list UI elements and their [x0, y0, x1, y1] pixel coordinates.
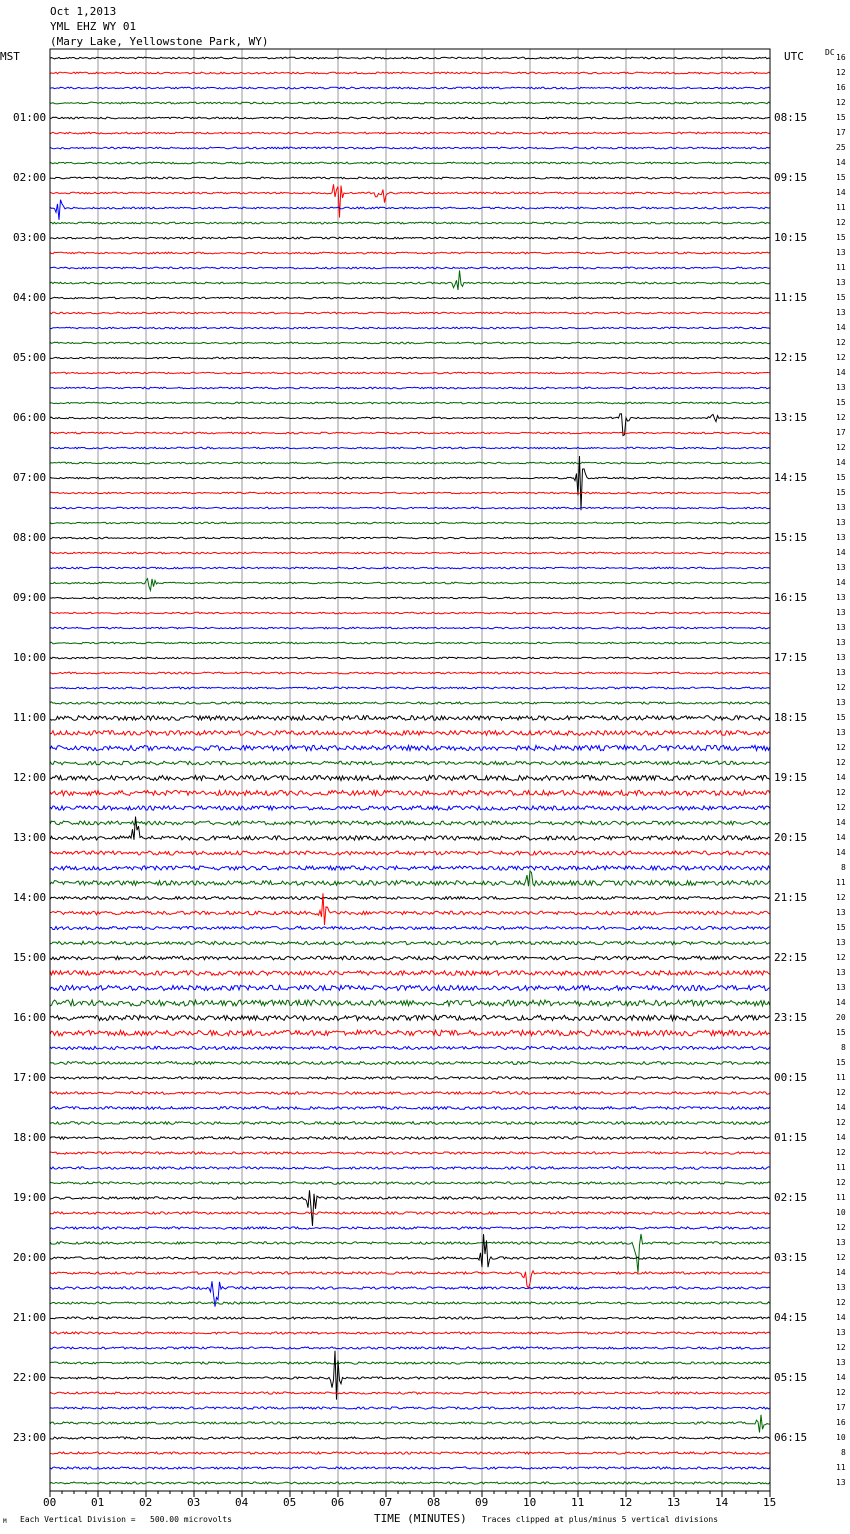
trace-21 [50, 372, 770, 374]
dc-offset-label: 13 [836, 1358, 846, 1367]
trace-65 [50, 1030, 770, 1036]
dc-offset-label: 13 [836, 518, 846, 527]
dc-offset-label: 11 [836, 1463, 846, 1472]
right-hour-label: 17:15 [774, 651, 808, 664]
dc-offset-label: 15 [836, 233, 846, 242]
right-hour-label: 13:15 [774, 411, 808, 424]
left-hour-label: 14:00 [13, 891, 47, 904]
dc-offset-label: 12 [836, 803, 846, 812]
dc-offset-label: 13 [836, 623, 846, 632]
dc-offset-label: 12 [836, 1298, 846, 1307]
dc-offset-label: 10 [836, 1433, 846, 1442]
left-hour-label: 16:00 [13, 1011, 47, 1024]
x-tick-label: 10 [523, 1496, 537, 1509]
trace-7 [50, 162, 770, 164]
right-hour-label: 19:15 [774, 771, 808, 784]
dc-label: DC [825, 48, 835, 57]
dc-offset-label: 13 [836, 668, 846, 677]
dc-offset-label: 14 [836, 1313, 846, 1322]
left-hour-label: 05:00 [13, 351, 47, 364]
dc-offset-label: 16 [836, 1418, 846, 1427]
trace-78 [50, 1227, 770, 1229]
dc-offset-label: 14 [836, 833, 846, 842]
trace-25 [50, 432, 770, 434]
x-tick-label: 06 [331, 1496, 345, 1509]
trace-85 [50, 1332, 770, 1334]
trace-67 [50, 1062, 770, 1065]
trace-91 [50, 1415, 770, 1433]
dc-offset-label: 13 [836, 278, 846, 287]
trace-47 [50, 761, 770, 765]
left-timezone-label: MST [0, 50, 20, 63]
trace-82 [50, 1281, 770, 1306]
dc-offset-label: 12 [836, 68, 846, 77]
dc-offset-label: 13 [836, 593, 846, 602]
trace-26 [50, 447, 770, 449]
left-hour-label: 11:00 [13, 711, 47, 724]
dc-offset-label: 10 [836, 1208, 846, 1217]
dc-offset-label: 13 [836, 908, 846, 917]
dc-offset-label: 13 [836, 563, 846, 572]
x-tick-label: 04 [235, 1496, 249, 1509]
dc-offset-label: 13 [836, 248, 846, 257]
trace-35 [50, 579, 770, 591]
dc-offset-label: 15 [836, 923, 846, 932]
trace-45 [50, 731, 770, 736]
x-tick-label: 05 [283, 1496, 297, 1509]
trace-94 [50, 1467, 770, 1469]
dc-offset-label: 16 [836, 53, 846, 62]
trace-23 [50, 402, 770, 404]
trace-64 [50, 1015, 770, 1020]
trace-49 [50, 790, 770, 795]
plot-border [50, 49, 770, 1491]
seismic-traces [50, 57, 770, 1484]
right-hour-label: 11:15 [774, 291, 808, 304]
left-hour-label: 15:00 [13, 951, 47, 964]
dc-offset-label: 13 [836, 983, 846, 992]
dc-offset-label: 12 [836, 1148, 846, 1157]
trace-54 [50, 866, 770, 870]
dc-offset-label: 15 [836, 488, 846, 497]
dc-offset-label: 14 [836, 458, 846, 467]
x-tick-label: 00 [43, 1496, 57, 1509]
trace-68 [50, 1077, 770, 1079]
trace-50 [50, 806, 770, 810]
right-hour-label: 21:15 [774, 891, 808, 904]
dc-offset-label: 12 [836, 1343, 846, 1352]
trace-84 [50, 1317, 770, 1319]
right-hour-label: 09:15 [774, 171, 808, 184]
trace-63 [50, 1000, 770, 1006]
trace-19 [50, 342, 770, 344]
trace-83 [50, 1302, 770, 1304]
trace-69 [50, 1092, 770, 1095]
left-hour-label: 12:00 [13, 771, 47, 784]
left-hour-label: 06:00 [13, 411, 47, 424]
right-hour-label: 20:15 [774, 831, 808, 844]
left-hour-label: 23:00 [13, 1431, 47, 1444]
left-hour-label: 03:00 [13, 231, 47, 244]
dc-offset-label: 15 [836, 398, 846, 407]
dc-offset-label: 8 [841, 863, 846, 872]
trace-56 [50, 897, 770, 900]
trace-75 [50, 1182, 770, 1184]
trace-43 [50, 702, 770, 704]
right-hour-label: 15:15 [774, 531, 808, 544]
trace-0 [50, 57, 770, 59]
left-hour-label: 02:00 [13, 171, 47, 184]
x-tick-label: 02 [139, 1496, 153, 1509]
dc-offset-label: 12 [836, 218, 846, 227]
dc-offset-label: 13 [836, 383, 846, 392]
trace-5 [50, 132, 770, 134]
dc-offset-label: 14 [836, 1373, 846, 1382]
dc-offset-label: 12 [836, 1118, 846, 1127]
dc-offset-label: 14 [836, 1103, 846, 1112]
x-tick-label: 12 [619, 1496, 633, 1509]
x-tick-label: 08 [427, 1496, 441, 1509]
dc-offset-label: 14 [836, 998, 846, 1007]
trace-11 [50, 222, 770, 224]
dc-offset-label: 14 [836, 188, 846, 197]
dc-offset-label: 15 [836, 1028, 846, 1037]
dc-offset-label: 17 [836, 128, 846, 137]
trace-59 [50, 941, 770, 944]
trace-14 [50, 267, 770, 269]
x-tick-label: 14 [715, 1496, 729, 1509]
trace-76 [50, 1190, 770, 1226]
trace-13 [50, 252, 770, 254]
left-hour-label: 19:00 [13, 1191, 47, 1204]
dc-offset-label: 8 [841, 1043, 846, 1052]
right-hour-label: 03:15 [774, 1251, 808, 1264]
trace-89 [50, 1392, 770, 1394]
trace-40 [50, 657, 770, 659]
dc-offset-label: 13 [836, 938, 846, 947]
dc-offset-label: 17 [836, 428, 846, 437]
trace-79 [50, 1234, 770, 1273]
trace-32 [50, 537, 770, 539]
trace-9 [50, 184, 770, 217]
dc-offset-label: 13 [836, 1478, 846, 1487]
dc-offset-label: 13 [836, 503, 846, 512]
trace-8 [50, 177, 770, 179]
dc-offset-label: 20 [836, 1013, 846, 1022]
trace-30 [50, 507, 770, 509]
left-hour-label: 01:00 [13, 111, 47, 124]
trace-74 [50, 1167, 770, 1169]
dc-offset-label: 14 [836, 1133, 846, 1142]
dc-offset-label: 11 [836, 1163, 846, 1172]
trace-55 [50, 871, 770, 886]
dc-offset-label: 13 [836, 608, 846, 617]
trace-62 [50, 985, 770, 990]
trace-77 [50, 1212, 770, 1214]
dc-offset-label: 15 [836, 113, 846, 122]
dc-offset-label: 12 [836, 1178, 846, 1187]
trace-12 [50, 237, 770, 239]
trace-16 [50, 297, 770, 299]
left-hour-label: 13:00 [13, 831, 47, 844]
footer-mark: M [3, 1518, 7, 1525]
x-tick-label: 15 [763, 1496, 777, 1509]
dc-offset-label: 15 [836, 173, 846, 182]
title-date: Oct 1,2013 [50, 5, 117, 18]
dc-offset-label: 13 [836, 1283, 846, 1292]
dc-offset-label: 13 [836, 638, 846, 647]
x-tick-label: 11 [571, 1496, 585, 1509]
trace-15 [50, 270, 770, 290]
left-hour-label: 20:00 [13, 1251, 47, 1264]
trace-60 [50, 956, 770, 960]
right-hour-label: 10:15 [774, 231, 808, 244]
trace-37 [50, 612, 770, 614]
trace-29 [50, 492, 770, 494]
left-hour-label: 22:00 [13, 1371, 47, 1384]
dc-offset-label: 15 [836, 293, 846, 302]
dc-offset-label: 12 [836, 413, 846, 422]
trace-17 [50, 312, 770, 314]
trace-10 [50, 200, 770, 220]
right-hour-label: 01:15 [774, 1131, 808, 1144]
trace-51 [50, 821, 770, 825]
minute-gridlines [98, 49, 722, 1491]
right-hour-label: 14:15 [774, 471, 808, 484]
dc-offset-label: 12 [836, 1223, 846, 1232]
dc-offset-label: 12 [836, 338, 846, 347]
dc-offset-label: 16 [836, 83, 846, 92]
dc-offset-label: 13 [836, 1238, 846, 1247]
trace-58 [50, 926, 770, 929]
trace-87 [50, 1362, 770, 1364]
title-location: (Mary Lake, Yellowstone Park, WY) [50, 35, 269, 48]
right-hour-label: 05:15 [774, 1371, 808, 1384]
dc-offset-label: 15 [836, 473, 846, 482]
trace-48 [50, 776, 770, 781]
dc-offset-label: 12 [836, 758, 846, 767]
right-hour-label: 06:15 [774, 1431, 808, 1444]
dc-offset-label: 13 [836, 653, 846, 662]
dc-offset-label: 13 [836, 533, 846, 542]
dc-offset-label: 13 [836, 968, 846, 977]
right-hour-label: 18:15 [774, 711, 808, 724]
vertical-division-note: Each Vertical Division = 500.00 microvolts [20, 1515, 232, 1524]
left-hour-label: 21:00 [13, 1311, 47, 1324]
dc-offset-label: 12 [836, 953, 846, 962]
trace-18 [50, 327, 770, 329]
trace-90 [50, 1407, 770, 1409]
trace-39 [50, 642, 770, 644]
trace-53 [50, 851, 770, 855]
trace-6 [50, 147, 770, 149]
right-hour-label: 04:15 [774, 1311, 808, 1324]
trace-31 [50, 522, 770, 524]
trace-61 [50, 971, 770, 976]
right-hour-label: 16:15 [774, 591, 808, 604]
trace-36 [50, 597, 770, 599]
trace-28 [50, 456, 770, 510]
left-hour-label: 10:00 [13, 651, 47, 664]
left-hour-label: 08:00 [13, 531, 47, 544]
trace-20 [50, 357, 770, 359]
dc-offset-label: 14 [836, 323, 846, 332]
clip-note: Traces clipped at plus/minus 5 vertical divisions [482, 1515, 719, 1524]
dc-offset-label: 12 [836, 353, 846, 362]
trace-46 [50, 745, 770, 750]
dc-offset-label: 14 [836, 368, 846, 377]
dc-offset-label: 17 [836, 1403, 846, 1412]
dc-offset-label: 25 [836, 143, 846, 152]
dc-offset-label: 11 [836, 878, 846, 887]
dc-offset-label: 11 [836, 1073, 846, 1082]
dc-offset-label: 14 [836, 158, 846, 167]
right-hour-label: 08:15 [774, 111, 808, 124]
dc-offset-label: 14 [836, 578, 846, 587]
dc-offset-label: 14 [836, 848, 846, 857]
trace-2 [50, 87, 770, 89]
x-tick-label: 13 [667, 1496, 681, 1509]
dc-offset-label: 8 [841, 1448, 846, 1457]
trace-93 [50, 1452, 770, 1454]
trace-34 [50, 567, 770, 569]
dc-offset-label: 13 [836, 728, 846, 737]
trace-41 [50, 672, 770, 674]
right-hour-label: 22:15 [774, 951, 808, 964]
dc-offset-label: 14 [836, 818, 846, 827]
dc-offset-label: 12 [836, 98, 846, 107]
trace-86 [50, 1347, 770, 1349]
left-hour-label: 04:00 [13, 291, 47, 304]
trace-80 [50, 1234, 770, 1267]
x-tick-label: 01 [91, 1496, 105, 1509]
trace-73 [50, 1152, 770, 1154]
trace-72 [50, 1137, 770, 1140]
dc-offset-label: 15 [836, 713, 846, 722]
x-axis-label: TIME (MINUTES) [374, 1512, 467, 1525]
dc-offset-label: 15 [836, 1058, 846, 1067]
right-hour-label: 12:15 [774, 351, 808, 364]
trace-66 [50, 1046, 770, 1049]
trace-92 [50, 1437, 770, 1439]
trace-3 [50, 102, 770, 104]
right-timezone-label: UTC [784, 50, 804, 63]
left-hour-label: 07:00 [13, 471, 47, 484]
trace-70 [50, 1107, 770, 1110]
x-tick-label: 03 [187, 1496, 201, 1509]
trace-33 [50, 552, 770, 554]
dc-offset-label: 13 [836, 698, 846, 707]
right-hour-label: 02:15 [774, 1191, 808, 1204]
dc-offset-label: 12 [836, 788, 846, 797]
trace-42 [50, 687, 770, 689]
trace-4 [50, 117, 770, 119]
dc-offset-label: 12 [836, 443, 846, 452]
plot-frame [50, 49, 770, 1497]
dc-offset-label: 13 [836, 308, 846, 317]
left-hour-label: 18:00 [13, 1131, 47, 1144]
trace-95 [50, 1482, 770, 1484]
trace-27 [50, 462, 770, 464]
trace-22 [50, 387, 770, 389]
dc-offset-label: 12 [836, 1253, 846, 1262]
trace-52 [50, 817, 770, 841]
dc-offset-label: 12 [836, 683, 846, 692]
dc-offset-label: 14 [836, 773, 846, 782]
left-hour-label: 09:00 [13, 591, 47, 604]
trace-1 [50, 72, 770, 74]
title-station: YML EHZ WY 01 [50, 20, 137, 33]
dc-offset-label: 13 [836, 1328, 846, 1337]
dc-offset-label: 12 [836, 743, 846, 752]
trace-81 [50, 1271, 770, 1288]
dc-offset-label: 11 [836, 263, 846, 272]
dc-offset-label: 11 [836, 203, 846, 212]
dc-offset-label: 12 [836, 1388, 846, 1397]
dc-offset-label: 12 [836, 893, 846, 902]
trace-44 [50, 716, 770, 721]
dc-offset-label: 14 [836, 1268, 846, 1277]
dc-offset-label: 11 [836, 1193, 846, 1202]
trace-38 [50, 627, 770, 629]
dc-offset-label: 12 [836, 1088, 846, 1097]
right-hour-label: 00:15 [774, 1071, 808, 1084]
x-tick-label: 07 [379, 1496, 393, 1509]
right-hour-label: 23:15 [774, 1011, 808, 1024]
dc-offset-label: 14 [836, 548, 846, 557]
x-tick-label: 09 [475, 1496, 489, 1509]
left-hour-label: 17:00 [13, 1071, 47, 1084]
trace-71 [50, 1122, 770, 1125]
